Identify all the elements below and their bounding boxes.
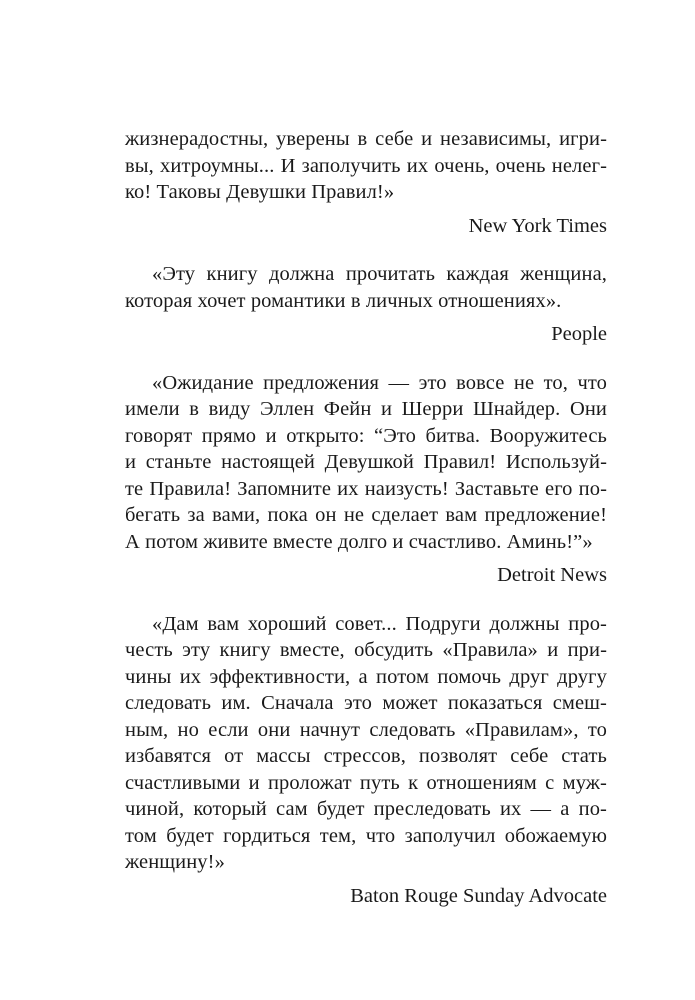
quote-line: «Дам вам хороший совет... Подруги должны про- [152,612,607,635]
quote-source: People [551,323,607,345]
quote-line: женщину!» [125,851,225,873]
quote-text [125,370,607,556]
quote-text [125,126,607,206]
quote-text [125,611,607,876]
quote-block-3 [125,370,607,589]
quote-line: ным, но если они начнут следовать «Правилам», то [125,718,607,741]
quote-line: избавятся от массы стрессов, позволят себе стать [125,745,607,767]
quote-source: Detroit News [497,564,607,586]
quote-line: А потом живите вместе долго и счастливо. Аминь!”» [125,530,593,553]
quote-source: New York Times [468,214,607,237]
quote-source: Baton Rouge Sunday Advocate [350,884,607,907]
quote-block-1 [125,126,607,239]
quote-line: «Эту книгу должна прочитать каждая женщина, [152,263,607,285]
quote-line: говорят прямо и открыто: “Это битва. Вооружитесь [125,424,607,447]
quote-line: имели в виду Эллен Фейн и Шерри Шнайдер. Они [125,398,607,420]
quote-line: чиной, который сам будет преследовать их — а по- [125,798,607,820]
quote-line: которая хочет романтики в личных отношениях». [125,289,562,312]
quote-line: ко! Таковы Девушки Правил!» [125,181,395,203]
quote-line: том будет гордиться тем, что заполучил обожаемую [125,824,607,847]
quote-line: следовать им. Сначала это может показаться смеш- [125,692,607,714]
quote-line: «Ожидание предложения — это вовсе не то, что [152,371,607,394]
quote-block-2 [125,261,607,348]
quote-line: вы, хитроумны... И заполучить их очень, очень нелег- [125,154,607,177]
quote-line: те Правила! Запомните их наизусть! Заставьте его по- [125,477,607,500]
quote-line: жизнерадостны, уверены в себе и независимы, игри- [125,128,607,150]
page-body [125,126,607,909]
quote-line: чины их эффективности, а потом помочь друг другу [125,665,607,688]
quote-line: и станьте настоящей Девушкой Правил! Используй- [125,451,607,473]
quote-text [125,261,607,314]
quote-line: честь эту книгу вместе, обсудить «Правила» и при- [125,639,607,661]
quote-block-4 [125,611,607,910]
quote-line: бегать за вами, пока он не сделает вам предложение! [125,504,607,526]
quote-line: счастливыми и проложат путь к отношениям с муж- [125,771,607,794]
